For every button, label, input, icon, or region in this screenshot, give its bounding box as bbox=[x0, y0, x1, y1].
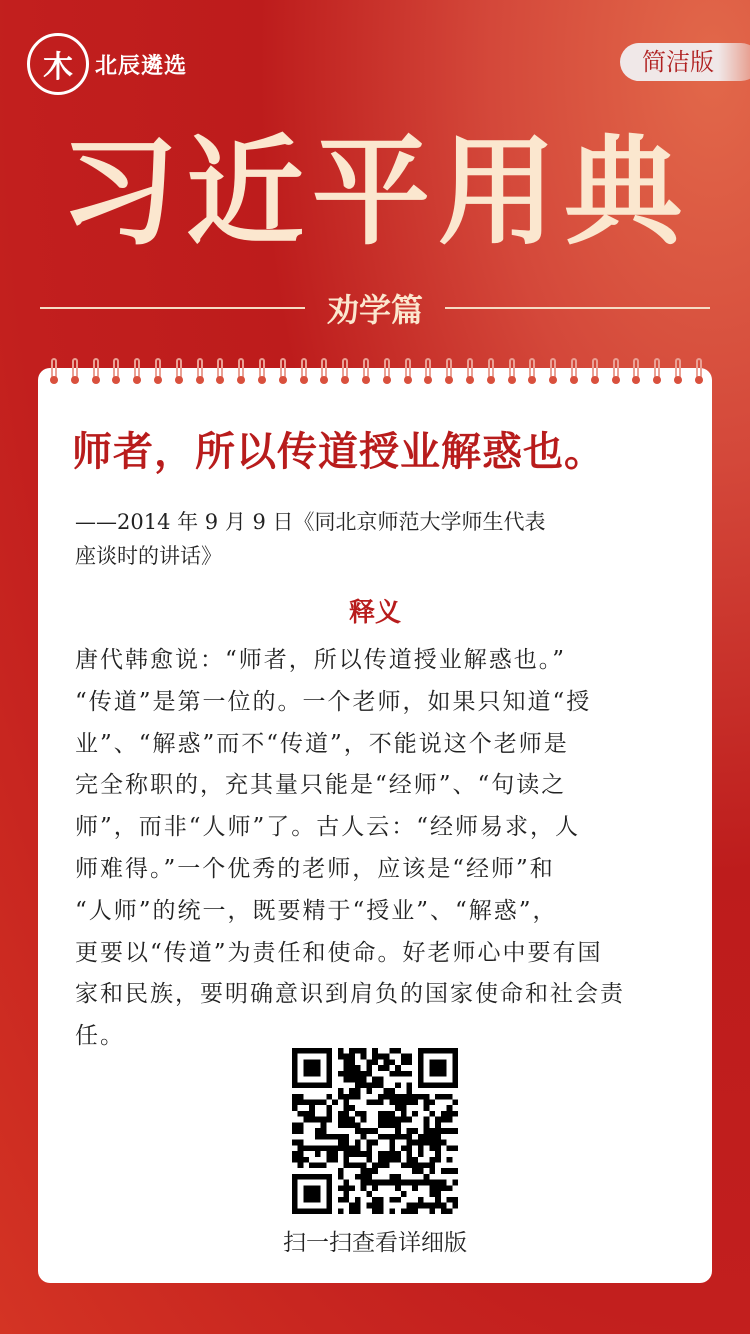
brand-name: 北辰遴选 bbox=[95, 52, 188, 79]
ring bbox=[301, 358, 307, 380]
divider bbox=[40, 307, 305, 309]
body-line: 师”，而非“人师”了。古人云：“经师易求，人 bbox=[75, 814, 581, 841]
ring bbox=[363, 358, 369, 380]
ring bbox=[571, 358, 577, 380]
body-line: “人师”的统一，既要精于“授业”、“解惑”， bbox=[75, 897, 558, 924]
subtitle-row bbox=[40, 285, 710, 331]
ring bbox=[93, 358, 99, 380]
qr-caption: 扫一扫查看详细版 bbox=[283, 1230, 467, 1256]
ring bbox=[155, 358, 161, 380]
subtitle: 劝学篇 bbox=[327, 291, 424, 329]
ring bbox=[529, 358, 535, 380]
qr-code[interactable] bbox=[292, 1048, 458, 1214]
ring bbox=[342, 358, 348, 380]
ring bbox=[613, 358, 619, 380]
ring bbox=[592, 358, 598, 380]
section-title: 释义 bbox=[348, 598, 401, 628]
ring bbox=[488, 358, 494, 380]
binder-rings bbox=[0, 358, 750, 390]
ring bbox=[405, 358, 411, 380]
quote: 师者，所以传道授业解惑也。 bbox=[72, 428, 605, 475]
body-line: 家和民族，要明确意识到肩负的国家使命和社会责 bbox=[75, 981, 625, 1008]
ring bbox=[197, 358, 203, 380]
ring bbox=[696, 358, 702, 380]
body-line: 师难得。”一个优秀的老师，应该是“经师”和 bbox=[75, 855, 555, 882]
ring bbox=[654, 358, 660, 380]
body-line: 业”、“解惑”而不“传道”，不能说这个老师是 bbox=[75, 730, 569, 757]
ring bbox=[446, 358, 452, 380]
ring bbox=[509, 358, 515, 380]
ring bbox=[51, 358, 57, 380]
ring bbox=[550, 358, 556, 380]
quote-source bbox=[75, 505, 685, 573]
ring bbox=[72, 358, 78, 380]
ring bbox=[134, 358, 140, 380]
ring bbox=[633, 358, 639, 380]
body-line: 任。 bbox=[75, 1023, 125, 1050]
body-line: 更要以“传道”为责任和使命。好老师心中要有国 bbox=[75, 939, 603, 966]
body-line: 唐代韩愈说：“师者，所以传道授业解惑也。” bbox=[75, 647, 567, 673]
ring bbox=[425, 358, 431, 380]
body-line: 完全称职的，充其量只能是“经师”、“句读之 bbox=[75, 772, 567, 799]
version-badge[interactable]: 简洁版 bbox=[620, 43, 750, 81]
ring bbox=[280, 358, 286, 380]
ring bbox=[217, 358, 223, 380]
page-title: 习近平用典 bbox=[59, 123, 690, 261]
ring bbox=[675, 358, 681, 380]
ring bbox=[176, 358, 182, 380]
divider bbox=[445, 307, 710, 309]
ring bbox=[113, 358, 119, 380]
ring bbox=[321, 358, 327, 380]
ring bbox=[467, 358, 473, 380]
brand-logo bbox=[27, 33, 187, 95]
body-line: “传道”是第一位的。一个老师，如果只知道“授 bbox=[75, 688, 592, 715]
logo-emblem-icon: 木 bbox=[27, 33, 89, 95]
ring bbox=[259, 358, 265, 380]
explanation-text bbox=[75, 640, 685, 1058]
source-line: 座谈时的讲话》 bbox=[75, 544, 222, 568]
ring bbox=[238, 358, 244, 380]
ring bbox=[384, 358, 390, 380]
source-line: ——2014 年 9 月 9 日《同北京师范大学师生代表 bbox=[75, 510, 546, 534]
